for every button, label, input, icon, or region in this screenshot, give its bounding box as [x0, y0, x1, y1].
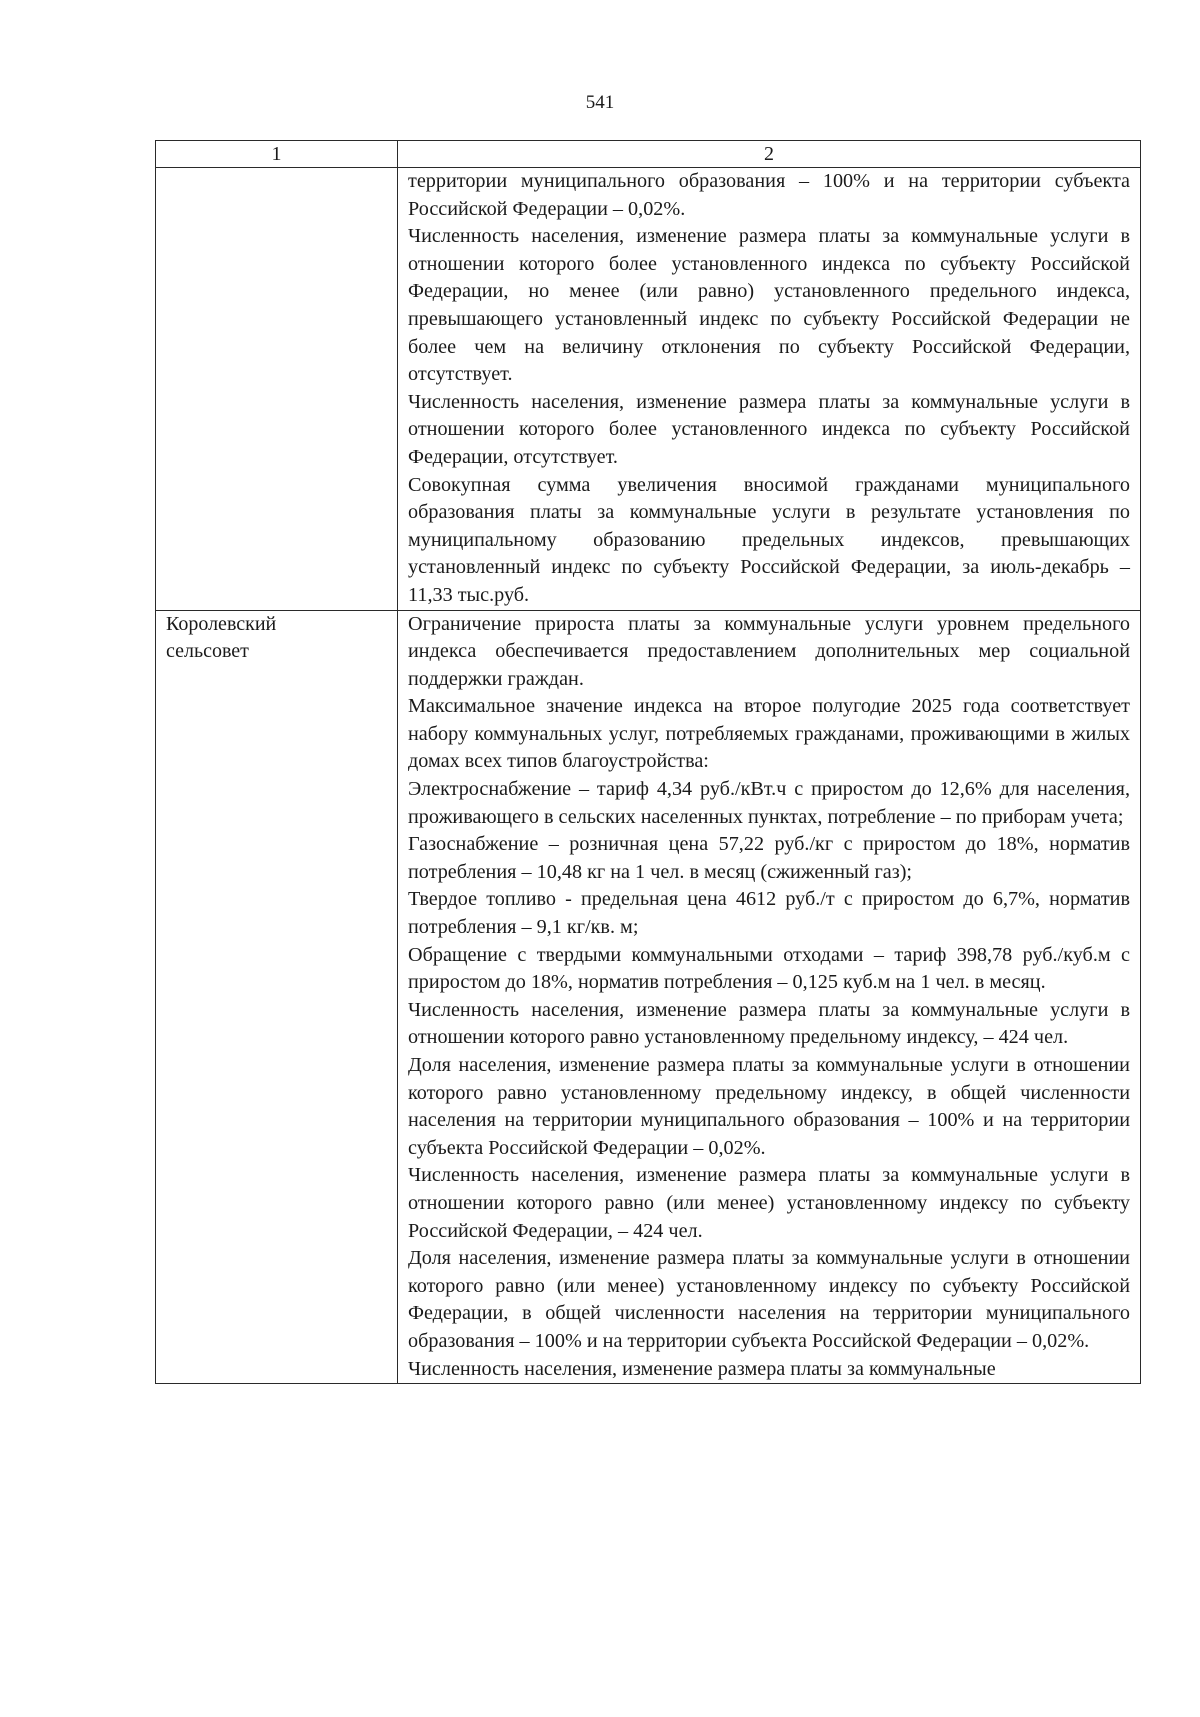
municipality-cell [156, 610, 398, 1384]
description-paragraph: территории муниципального образования – 100% и на территории субъекта Российской Федерации – 0,02%. [408, 170, 1130, 220]
description-paragraph: Численность населения, изменение размера платы за коммунальные услуги в отношении которого более установленного индекса по субъекту Российской Федерации, отсутствует. [408, 390, 1130, 468]
page-number: 541 [585, 92, 615, 113]
description-paragraph: Твердое топливо - предельная цена 4612 руб./т с приростом до 6,7%, норматив потребления – 9,1 кг/кв. м; [408, 888, 1130, 939]
municipality-name-line: Королевский [166, 612, 277, 635]
description-paragraph: Численность населения, изменение размера платы за коммунальные услуги в отношении которого равно установленному предельному индексу, – 424 чел. [408, 998, 1130, 1049]
description-paragraph: Численность населения, изменение размера платы за коммунальные [408, 1357, 996, 1380]
column-header-1: 1 [156, 141, 398, 168]
description-paragraph: Доля населения, изменение размера платы за коммунальные услуги в отношении которого равно (или менее) установленному индексу по субъекту Российской Федерации, в общей численности населения на территории муниципального образования – 100% и на территории субъекта Российской Федерации – 0,02%. [408, 1247, 1130, 1352]
municipality-cell [156, 168, 398, 611]
description-paragraph: Максимальное значение индекса на второе полугодие 2025 года соответствует набору коммунальных услуг, потребляемых гражданами, проживающими в жилых домах всех типов благоустройства: [408, 695, 1130, 773]
table-row [156, 168, 1141, 611]
table-row [156, 610, 1141, 1384]
description-paragraph: Численность населения, изменение размера платы за коммунальные услуги в отношении которого более установленного индекса по субъекту Российской Федерации, но менее (или равно) установленного предельного индекса, превышающего установленный индекс по субъекту Российской Федерации не более чем на величину отклонения по субъекту Российской Федерации, отсутствует. [408, 225, 1130, 386]
document-table [155, 140, 1141, 1384]
description-paragraph: Обращение с твердыми коммунальными отходами – тариф 398,78 руб./куб.м с приростом до 18%, норматив потребления – 0,125 куб.м на 1 чел. в месяц. [408, 943, 1130, 994]
description-paragraph: Доля населения, изменение размера платы за коммунальные услуги в отношении которого равно установленному предельному индексу, в общей численности населения на территории муниципального образования – 100% и на территории субъекта Российской Федерации – 0,02%. [408, 1054, 1130, 1159]
table-header-row [156, 141, 1141, 168]
description-paragraph: Ограничение прироста платы за коммунальные услуги уровнем предельного индекса обеспечивается предоставлением дополнительных мер социальной поддержки граждан. [408, 612, 1130, 690]
description-paragraph: Совокупная сумма увеличения вносимой гражданами муниципального образования платы за коммунальные услуги в результате установления по муниципальному образованию предельных индексов, превышающих установленный индекс по субъекту Российской Федерации, за июль-декабрь – 11,33 тыс.руб. [408, 473, 1130, 606]
description-cell [398, 168, 1141, 611]
description-paragraph: Газоснабжение – розничная цена 57,22 руб./кг с приростом до 18%, норматив потребления – 10,48 кг на 1 чел. в месяц (сжиженный газ); [408, 833, 1130, 883]
municipality-name-line: сельсовет [166, 640, 249, 663]
table-body [156, 168, 1141, 1384]
description-cell [398, 610, 1141, 1384]
column-header-2: 2 [398, 141, 1141, 168]
description-paragraph: Электроснабжение – тариф 4,34 руб./кВт.ч с приростом до 12,6% для населения, проживающего в сельских населенных пунктах, потребление – по приборам учета; [408, 778, 1130, 828]
description-paragraph: Численность населения, изменение размера платы за коммунальные услуги в отношении которого равно (или менее) установленному индексу по субъекту Российской Федерации, – 424 чел. [408, 1164, 1130, 1242]
